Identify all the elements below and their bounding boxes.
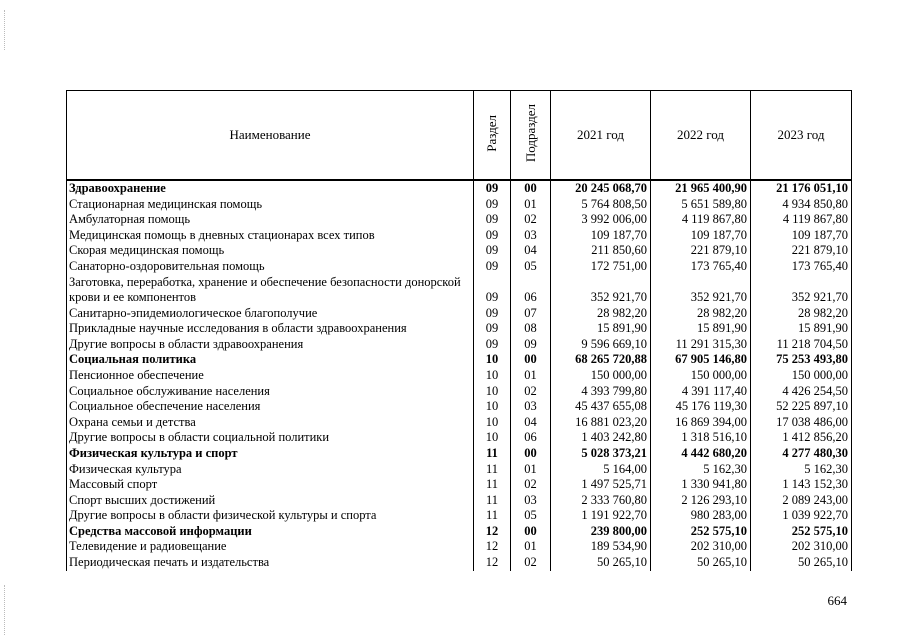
row-section-code: 10 <box>474 415 511 431</box>
row-value-2021: 3 992 006,00 <box>551 212 651 228</box>
row-section-code: 09 <box>474 212 511 228</box>
row-subsection-code: 02 <box>511 212 551 228</box>
row-section-code: 09 <box>474 306 511 322</box>
table-row <box>67 259 852 275</box>
table-row <box>67 212 852 228</box>
row-name: Физическая культура <box>67 462 474 478</box>
row-value-2022: 21 965 400,90 <box>651 180 751 197</box>
row-name: Массовый спорт <box>67 477 474 493</box>
row-value-2021: 239 800,00 <box>551 524 651 540</box>
row-value-2022: 202 310,00 <box>651 539 751 555</box>
row-value-2021: 189 534,90 <box>551 539 651 555</box>
row-name: Социальное обеспечение населения <box>67 399 474 415</box>
row-value-2023: 1 039 922,70 <box>751 508 852 524</box>
row-subsection-code: 00 <box>511 524 551 540</box>
row-value-2023: 28 982,20 <box>751 306 852 322</box>
row-value-2022: 15 891,90 <box>651 321 751 337</box>
row-value-2023: 11 218 704,50 <box>751 337 852 353</box>
row-name: Другие вопросы в области социальной политики <box>67 430 474 446</box>
row-name: Другие вопросы в области здравоохранения <box>67 337 474 353</box>
row-name: Скорая медицинская помощь <box>67 243 474 259</box>
row-subsection-code: 00 <box>511 446 551 462</box>
row-value-2023: 252 575,10 <box>751 524 852 540</box>
row-name: Охрана семьи и детства <box>67 415 474 431</box>
row-name: Санаторно-оздоровительная помощь <box>67 259 474 275</box>
header-section <box>474 91 511 181</box>
row-value-2022: 173 765,40 <box>651 259 751 275</box>
row-name: Средства массовой информации <box>67 524 474 540</box>
row-value-2021: 352 921,70 <box>551 275 651 306</box>
row-value-2021: 211 850,60 <box>551 243 651 259</box>
row-subsection-code: 00 <box>511 352 551 368</box>
page-number: 664 <box>827 593 847 608</box>
table-row <box>67 321 852 337</box>
row-name: Заготовка, переработка, хранение и обеспечение безопасности донорской крови и ее компонентов <box>67 275 474 306</box>
row-section-code: 11 <box>474 493 511 509</box>
row-value-2021: 1 497 525,71 <box>551 477 651 493</box>
row-value-2021: 2 333 760,80 <box>551 493 651 509</box>
row-value-2021: 45 437 655,08 <box>551 399 651 415</box>
row-name: Прикладные научные исследования в области здравоохранения <box>67 321 474 337</box>
header-subsection-label: Подраздел <box>522 103 538 163</box>
row-value-2022: 1 318 516,10 <box>651 430 751 446</box>
row-value-2023: 1 412 856,20 <box>751 430 852 446</box>
row-value-2022: 352 921,70 <box>651 275 751 306</box>
table-row <box>67 275 852 306</box>
row-value-2022: 11 291 315,30 <box>651 337 751 353</box>
row-subsection-code: 01 <box>511 197 551 213</box>
row-value-2023: 4 119 867,80 <box>751 212 852 228</box>
row-value-2021: 16 881 023,20 <box>551 415 651 431</box>
row-value-2022: 28 982,20 <box>651 306 751 322</box>
row-section-code: 12 <box>474 555 511 571</box>
table-row <box>67 399 852 415</box>
table-row <box>67 462 852 478</box>
table-section-row <box>67 180 852 197</box>
row-name: Периодическая печать и издательства <box>67 555 474 571</box>
row-section-code: 10 <box>474 430 511 446</box>
header-subsection <box>511 91 551 181</box>
scan-margin-mark <box>4 10 7 50</box>
row-value-2022: 109 187,70 <box>651 228 751 244</box>
table-row <box>67 430 852 446</box>
table-row <box>67 477 852 493</box>
row-value-2022: 252 575,10 <box>651 524 751 540</box>
row-value-2022: 4 442 680,20 <box>651 446 751 462</box>
row-value-2021: 68 265 720,88 <box>551 352 651 368</box>
row-subsection-code: 04 <box>511 415 551 431</box>
row-section-code: 10 <box>474 399 511 415</box>
row-value-2023: 5 162,30 <box>751 462 852 478</box>
scan-margin-mark <box>4 585 7 635</box>
row-value-2022: 980 283,00 <box>651 508 751 524</box>
row-value-2021: 5 028 373,21 <box>551 446 651 462</box>
row-value-2023: 352 921,70 <box>751 275 852 306</box>
row-section-code: 09 <box>474 275 511 306</box>
row-value-2023: 4 934 850,80 <box>751 197 852 213</box>
row-value-2022: 5 651 589,80 <box>651 197 751 213</box>
row-subsection-code: 07 <box>511 306 551 322</box>
row-subsection-code: 01 <box>511 539 551 555</box>
row-value-2021: 5 764 808,50 <box>551 197 651 213</box>
row-value-2022: 5 162,30 <box>651 462 751 478</box>
row-section-code: 11 <box>474 446 511 462</box>
row-value-2023: 1 143 152,30 <box>751 477 852 493</box>
row-section-code: 11 <box>474 508 511 524</box>
row-value-2023: 150 000,00 <box>751 368 852 384</box>
row-subsection-code: 03 <box>511 493 551 509</box>
row-subsection-code: 04 <box>511 243 551 259</box>
row-subsection-code: 00 <box>511 180 551 197</box>
row-value-2022: 16 869 394,00 <box>651 415 751 431</box>
row-section-code: 09 <box>474 180 511 197</box>
row-section-code: 09 <box>474 243 511 259</box>
row-section-code: 12 <box>474 524 511 540</box>
row-value-2023: 4 426 254,50 <box>751 384 852 400</box>
row-subsection-code: 03 <box>511 399 551 415</box>
row-value-2021: 1 191 922,70 <box>551 508 651 524</box>
table-header-row <box>67 91 852 181</box>
row-value-2021: 5 164,00 <box>551 462 651 478</box>
row-value-2021: 172 751,00 <box>551 259 651 275</box>
table-row <box>67 228 852 244</box>
table-section-row <box>67 524 852 540</box>
row-section-code: 10 <box>474 368 511 384</box>
row-value-2021: 1 403 242,80 <box>551 430 651 446</box>
table-row <box>67 384 852 400</box>
table-row <box>67 306 852 322</box>
row-subsection-code: 01 <box>511 462 551 478</box>
row-value-2023: 17 038 486,00 <box>751 415 852 431</box>
row-section-code: 09 <box>474 259 511 275</box>
row-value-2023: 52 225 897,10 <box>751 399 852 415</box>
row-value-2021: 20 245 068,70 <box>551 180 651 197</box>
row-value-2023: 50 265,10 <box>751 555 852 571</box>
table-row <box>67 243 852 259</box>
header-section-label: Раздел <box>484 114 499 152</box>
row-value-2021: 9 596 669,10 <box>551 337 651 353</box>
table-section-row <box>67 446 852 462</box>
table-row <box>67 337 852 353</box>
table-row <box>67 493 852 509</box>
row-subsection-code: 03 <box>511 228 551 244</box>
row-name: Здравоохранение <box>67 180 474 197</box>
row-name: Другие вопросы в области физической культуры и спорта <box>67 508 474 524</box>
table-row <box>67 368 852 384</box>
row-section-code: 09 <box>474 321 511 337</box>
row-value-2021: 28 982,20 <box>551 306 651 322</box>
budget-table <box>66 90 852 571</box>
row-subsection-code: 05 <box>511 508 551 524</box>
row-value-2021: 15 891,90 <box>551 321 651 337</box>
row-value-2023: 75 253 493,80 <box>751 352 852 368</box>
row-section-code: 09 <box>474 197 511 213</box>
row-subsection-code: 09 <box>511 337 551 353</box>
row-value-2023: 4 277 480,30 <box>751 446 852 462</box>
row-name: Социальное обслуживание населения <box>67 384 474 400</box>
table-row <box>67 197 852 213</box>
row-value-2022: 2 126 293,10 <box>651 493 751 509</box>
table-section-row <box>67 352 852 368</box>
row-value-2023: 21 176 051,10 <box>751 180 852 197</box>
table-row <box>67 415 852 431</box>
header-2022: 2022 год <box>651 91 751 181</box>
row-value-2023: 173 765,40 <box>751 259 852 275</box>
row-value-2021: 109 187,70 <box>551 228 651 244</box>
row-value-2023: 15 891,90 <box>751 321 852 337</box>
row-name: Спорт высших достижений <box>67 493 474 509</box>
table-body <box>67 180 852 571</box>
row-value-2021: 50 265,10 <box>551 555 651 571</box>
row-value-2022: 50 265,10 <box>651 555 751 571</box>
row-subsection-code: 02 <box>511 555 551 571</box>
row-name: Социальная политика <box>67 352 474 368</box>
row-value-2023: 2 089 243,00 <box>751 493 852 509</box>
row-section-code: 10 <box>474 352 511 368</box>
row-section-code: 09 <box>474 228 511 244</box>
row-section-code: 12 <box>474 539 511 555</box>
row-value-2022: 1 330 941,80 <box>651 477 751 493</box>
row-section-code: 11 <box>474 462 511 478</box>
row-value-2022: 150 000,00 <box>651 368 751 384</box>
row-section-code: 09 <box>474 337 511 353</box>
header-name: Наименование <box>67 91 474 181</box>
row-subsection-code: 06 <box>511 430 551 446</box>
row-value-2023: 202 310,00 <box>751 539 852 555</box>
row-name: Пенсионное обеспечение <box>67 368 474 384</box>
row-subsection-code: 05 <box>511 259 551 275</box>
row-value-2022: 4 391 117,40 <box>651 384 751 400</box>
row-value-2023: 221 879,10 <box>751 243 852 259</box>
row-value-2022: 67 905 146,80 <box>651 352 751 368</box>
header-2023: 2023 год <box>751 91 852 181</box>
row-name: Амбулаторная помощь <box>67 212 474 228</box>
table-row <box>67 539 852 555</box>
header-2021: 2021 год <box>551 91 651 181</box>
row-value-2021: 150 000,00 <box>551 368 651 384</box>
row-name: Санитарно-эпидемиологическое благополучие <box>67 306 474 322</box>
row-name: Стационарная медицинская помощь <box>67 197 474 213</box>
row-value-2022: 4 119 867,80 <box>651 212 751 228</box>
table-row <box>67 508 852 524</box>
row-subsection-code: 02 <box>511 477 551 493</box>
row-name: Медицинская помощь в дневных стационарах всех типов <box>67 228 474 244</box>
row-value-2022: 221 879,10 <box>651 243 751 259</box>
table-row <box>67 555 852 571</box>
row-value-2022: 45 176 119,30 <box>651 399 751 415</box>
row-value-2021: 4 393 799,80 <box>551 384 651 400</box>
row-subsection-code: 02 <box>511 384 551 400</box>
row-subsection-code: 08 <box>511 321 551 337</box>
row-value-2023: 109 187,70 <box>751 228 852 244</box>
row-subsection-code: 01 <box>511 368 551 384</box>
row-name: Физическая культура и спорт <box>67 446 474 462</box>
row-section-code: 11 <box>474 477 511 493</box>
row-subsection-code: 06 <box>511 275 551 306</box>
row-name: Телевидение и радиовещание <box>67 539 474 555</box>
row-section-code: 10 <box>474 384 511 400</box>
